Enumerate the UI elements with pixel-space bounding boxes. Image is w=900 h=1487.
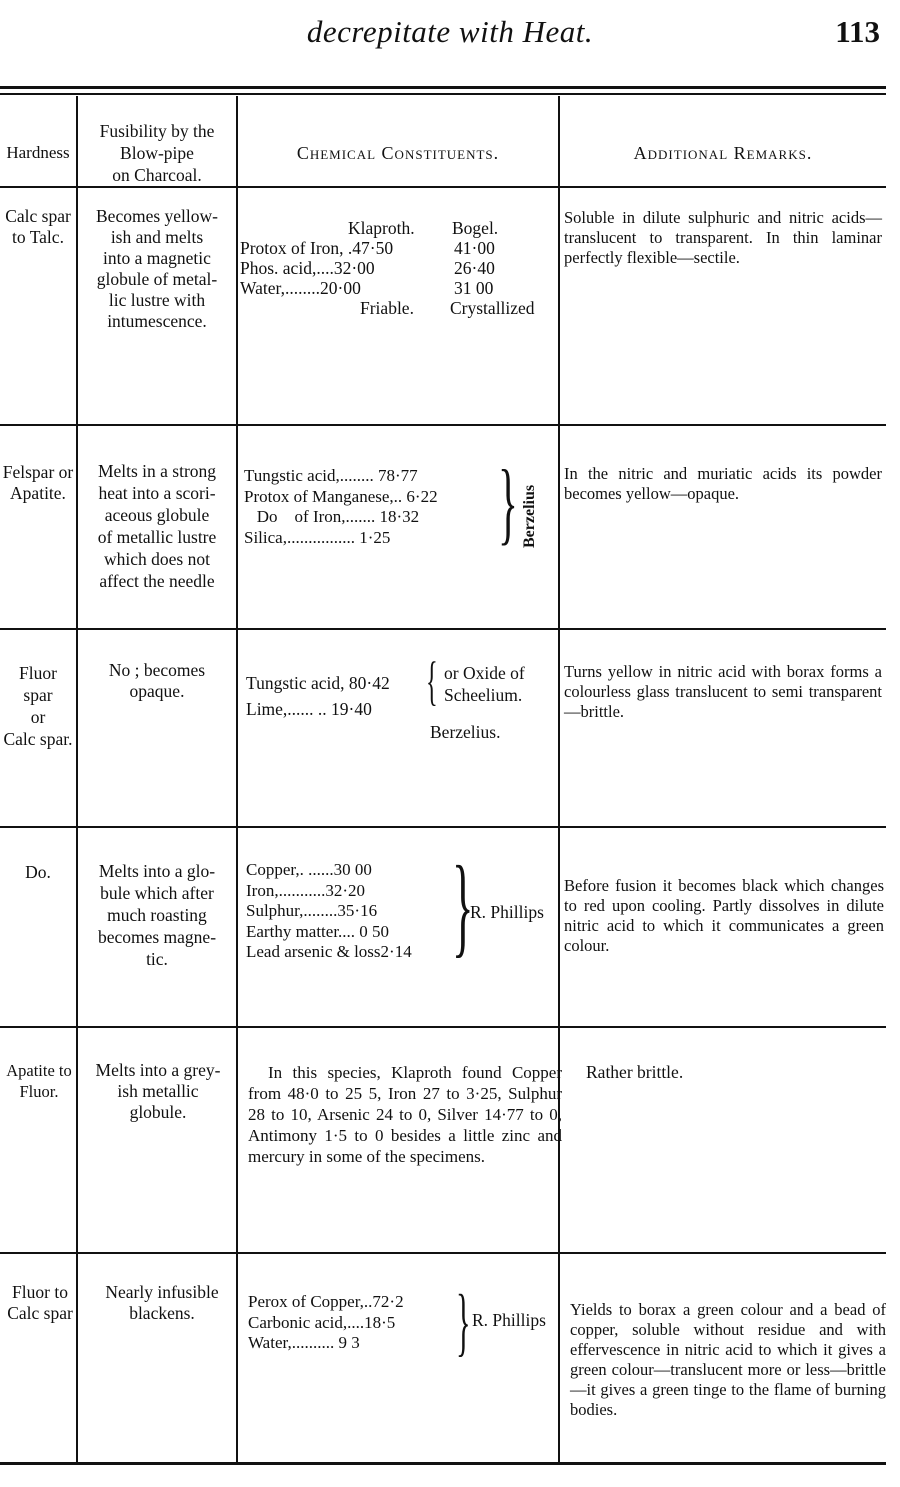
authority-label: R. Phillips (470, 902, 544, 922)
column-header-chemical: Chemical Constituents. (296, 143, 500, 163)
table-row-5-chemical: In this species, Klaproth found Copper from 48·0 to 25 5, Iron 27 to 3·25, Sulphur 28 to 10, Arsenic 24 to 0, Silver 14·77 to 0, Antimony 1·5 to 0 besides a little zinc and mercury in some of the specimens. (248, 1063, 562, 1166)
table-row-1-chemical: Klaproth. Bogel. Protox of Iron, .47·50 41·00 Phos. acid,....32·00 26·40 Water,........20·00 31 00 Friable. Crystallized (240, 218, 535, 318)
chemical-aside: or Oxide of Scheelium. (444, 663, 525, 705)
authority-label: R. Phillips (472, 1310, 546, 1330)
row-divider (0, 424, 886, 426)
table-row-2-chemical: Tungstic acid,........ 78·77 Protox of Manganese,.. 6·22 Do of Iron,....... 18·32 Silica,................ 1·25 (244, 466, 438, 547)
bracket-glyph: } (456, 1280, 471, 1364)
authority-label: Berzelius. (430, 722, 501, 742)
authority-label: Berzelius (521, 484, 538, 548)
table-row-3-fusibility: No ; becomes opaque. (108, 660, 206, 701)
table-row-4-hardness: Do. (25, 862, 51, 882)
table-row-5-remarks: Rather brittle. (586, 1062, 684, 1082)
row-divider (0, 826, 886, 828)
row-divider (0, 628, 886, 630)
running-title: decrepitate with Heat. (306, 14, 594, 49)
table-row-6-hardness: Fluor to Calc spar (7, 1282, 73, 1323)
row-divider (0, 1252, 886, 1254)
table-row-1-hardness: Calc spar to Talc. (5, 206, 71, 247)
table-row-3-hardness: Fluor spar or Calc spar. (3, 663, 73, 749)
column-divider (558, 96, 560, 1462)
table-bottom-rule (0, 1462, 886, 1465)
table-row-1-fusibility: Becomes yellow- ish and melts into a magnetic globule of metal- lic lustre with intumescence. (96, 206, 218, 331)
table-row-3-chemical: Tungstic acid, 80·42 Lime,...... .. 19·40 (246, 673, 390, 719)
column-divider (236, 96, 238, 1462)
bracket-glyph: } (452, 844, 474, 968)
table-top-rule (0, 86, 886, 89)
column-header-fusibility: Fusibility by the Blow-pipe on Charcoal. (99, 121, 215, 185)
table-row-4-chemical: Copper,. ......30 00 Iron,...........32·20 Sulphur,........35·16 Earthy matter.... 0 50 Lead arsenic & loss2·14 (246, 860, 412, 961)
bracket-glyph: { (426, 651, 438, 711)
table-top-rule-inner (0, 93, 886, 95)
table-row-2-remarks: In the nitric and muriatic acids its powder becomes yellow—opaque. (564, 464, 882, 503)
table-row-2-hardness: Felspar or Apatite. (2, 462, 74, 503)
table-row-5-fusibility: Melts into a grey- ish metallic globule. (95, 1060, 221, 1122)
row-divider (0, 1026, 886, 1028)
table-row-6-chemical: Perox of Copper,..72·2 Carbonic acid,....18·5 Water,.......... 9 3 (248, 1292, 404, 1352)
table-row-5-hardness: Apatite to Fluor. (6, 1061, 72, 1101)
table-row-2-fusibility: Melts in a strong heat into a scori- aceous globule of metallic lustre which does not affect the needle (97, 461, 217, 591)
page-number: 113 (835, 14, 880, 49)
table-row-1-remarks: Soluble in dilute sulphuric and nitric acids—translucent to transparent. In thin laminar perfectly flexible—sectile. (564, 208, 882, 267)
table-row-4-remarks: Before fusion it becomes black which changes to red upon cooling. Partly dissolves in dilute nitric acid to which it communicates a green colour. (564, 876, 884, 955)
table-row-6-fusibility: Nearly infusible blackens. (105, 1282, 219, 1323)
column-header-remarks: Additional Remarks. (633, 143, 813, 163)
table-row-6-remarks: Yields to borax a green colour and a bead of copper, soluble without residue and with effervescence in nitric acid to which it gives a green colour—translucent more or less—brittle—it gives a green tinge to the flame of burning bodies. (570, 1300, 886, 1419)
table-row-3-remarks: Turns yellow in nitric acid with borax forms a colourless glass translucent to semi transparent—brittle. (564, 662, 882, 721)
header-bottom-rule (0, 186, 886, 188)
table-row-4-fusibility: Melts into a glo- bule which after much roasting becomes magne- tic. (97, 861, 217, 969)
column-header-hardness: Hardness (6, 143, 70, 162)
bracket-glyph: } (498, 451, 518, 553)
